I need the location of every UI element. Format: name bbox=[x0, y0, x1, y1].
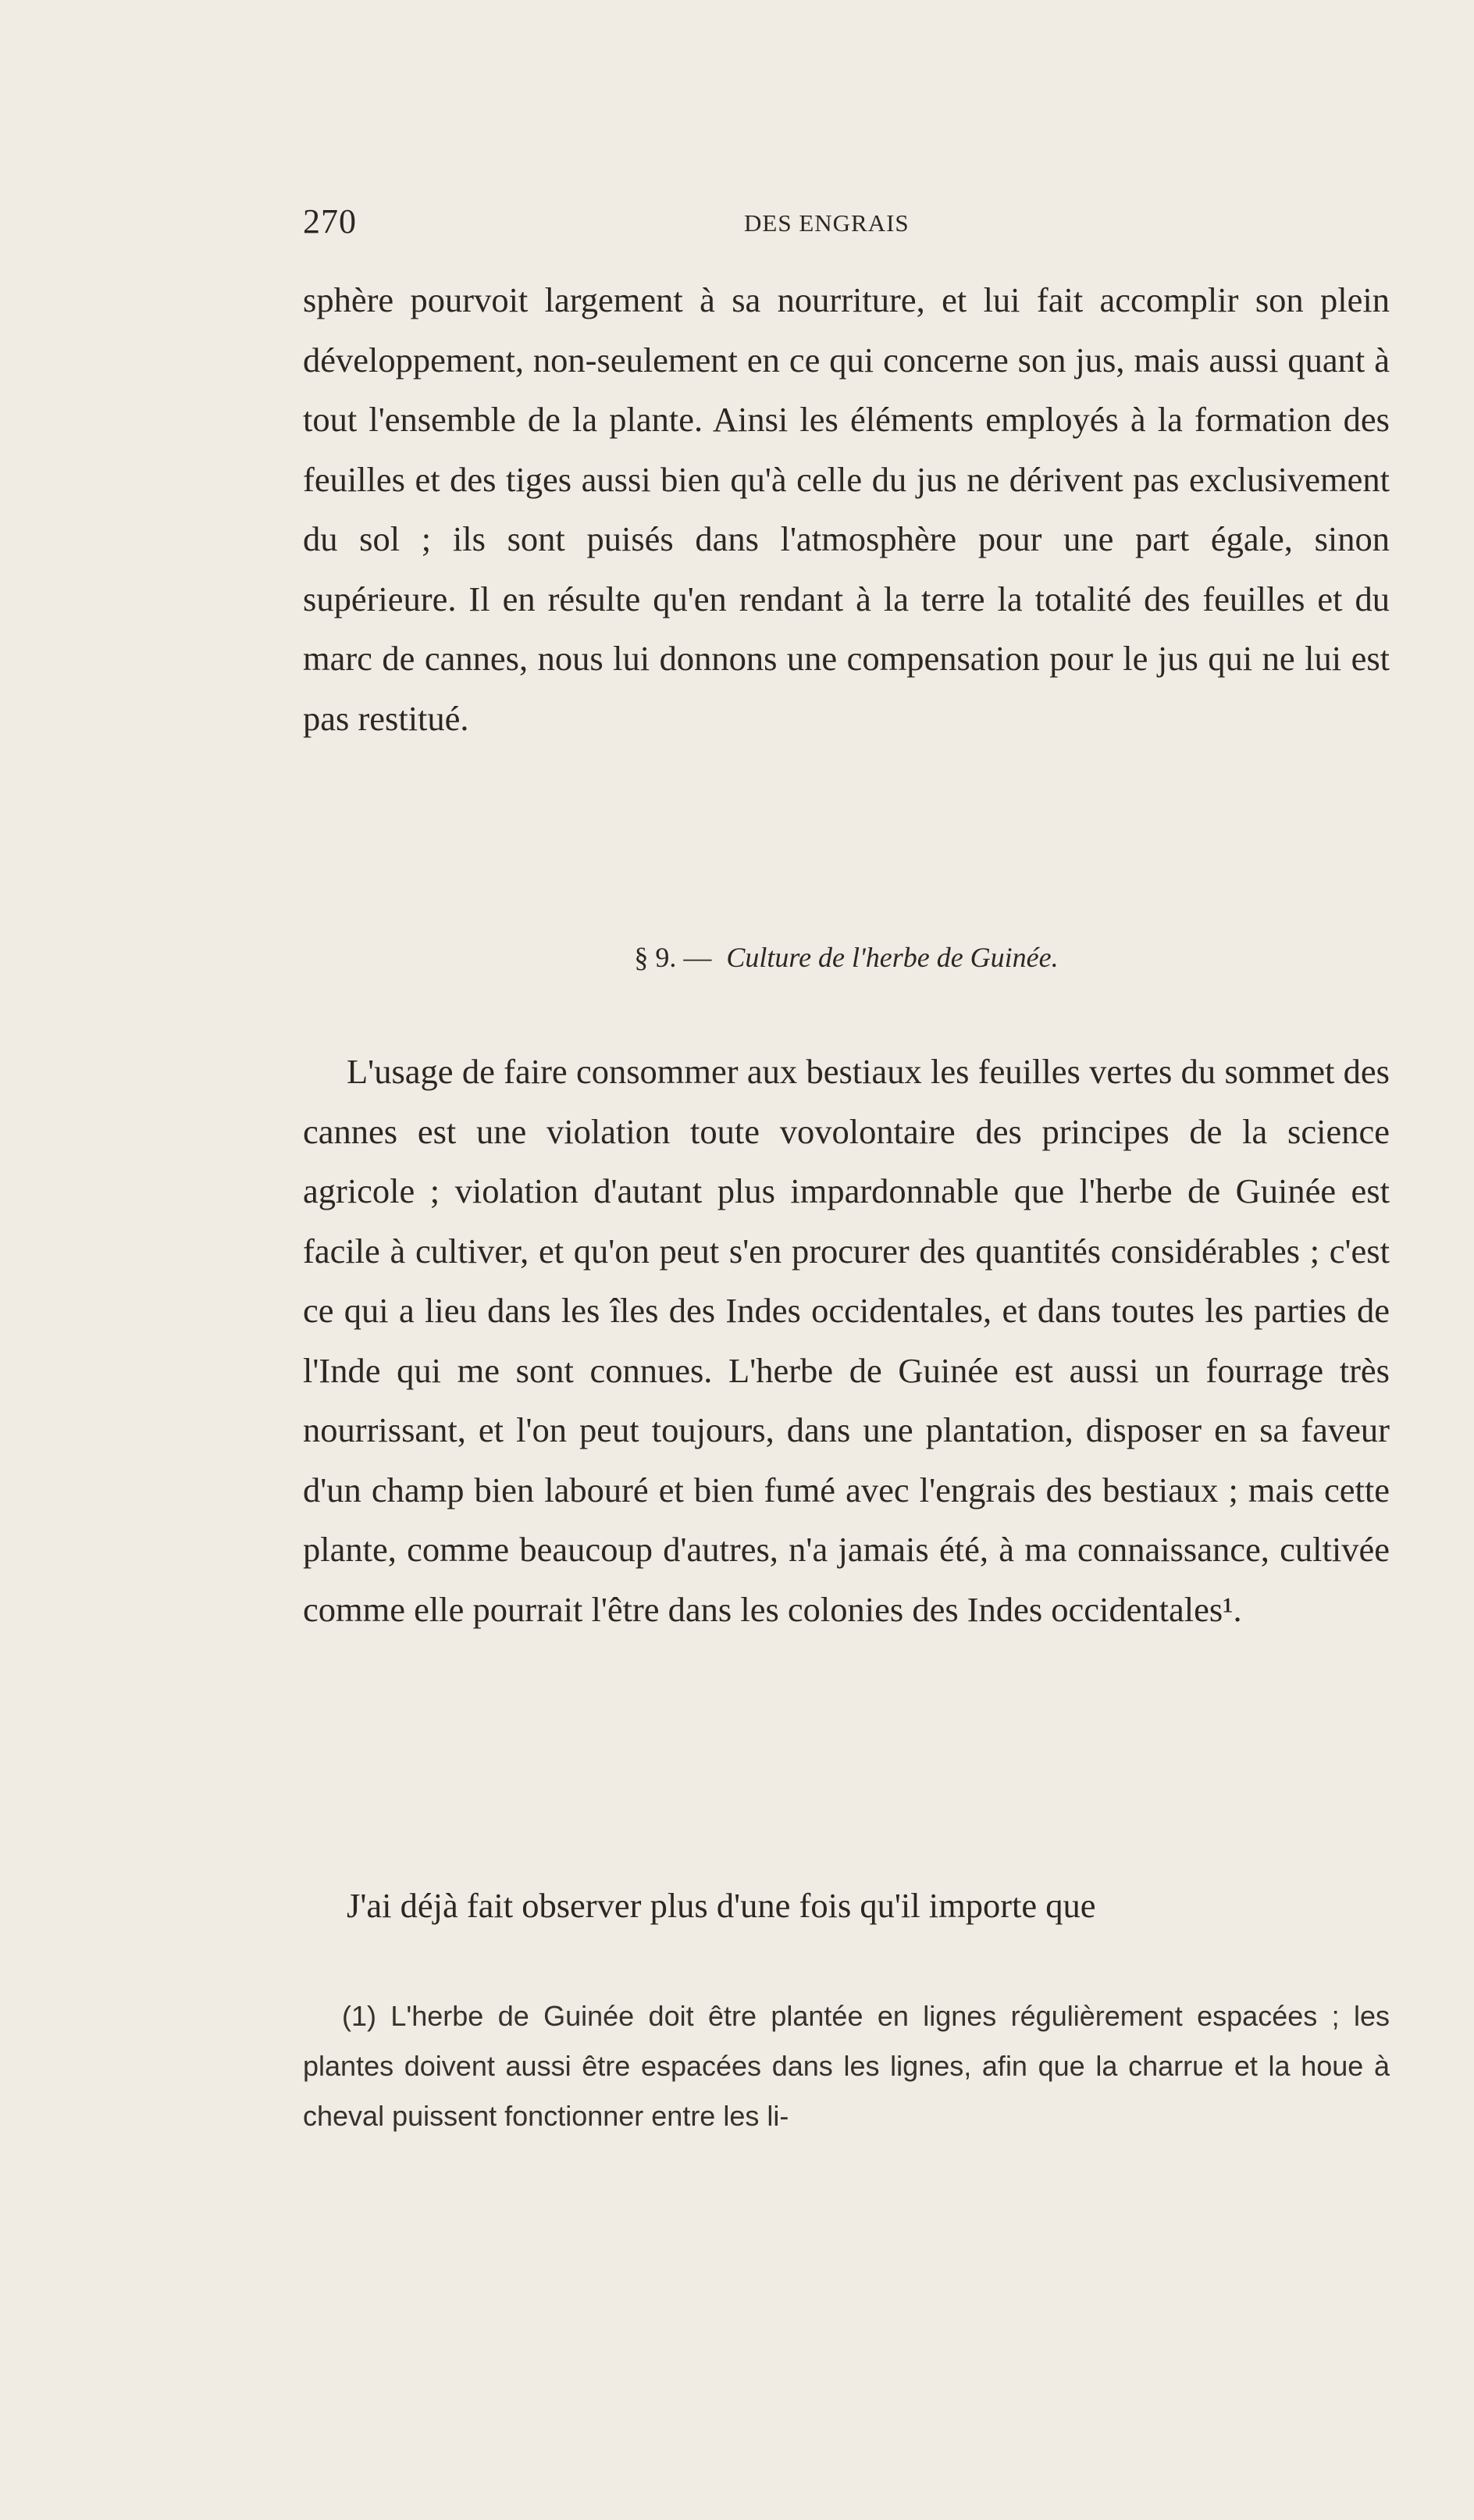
paragraph-closing: J'ai déjà fait observer plus d'une fois qu'il importe que bbox=[347, 1886, 1096, 1925]
paragraph-guinea-grass: L'usage de faire consommer aux bestiaux les feuilles vertes du sommet des cannes est une violation toute vovolontaire des principes de la science agricole ; violation d'autant plus impardonnable que l'herbe de Guinée est facile à cultiver, et qu'on peut s'en procurer des quantités considérables ; c'est ce qui a lieu dans les îles des Indes occidentales, et dans toutes les parties de l'Inde qui me sont connues. L'herbe de Guinée est aussi un fourrage très nourrissant, et l'on peut toujours, dans une plantation, disposer en sa faveur d'un champ bien labouré et bien fumé avec l'engrais des bestiaux ; mais cette plante, comme beaucoup d'autres, n'a jamais été, à ma connaissance, cultivée comme elle pourrait l'être dans les colonies des Indes occidentales¹. bbox=[303, 1052, 1390, 1629]
section-number: § 9. — bbox=[634, 942, 712, 973]
section-heading bbox=[303, 941, 1390, 974]
page-header bbox=[303, 201, 1390, 241]
section-title: Culture de l'herbe de Guinée. bbox=[726, 942, 1059, 973]
footnote: (1) L'herbe de Guinée doit être plantée en lignes régulièrement espacées ; les plantes doivent aussi être espacées dans les lignes, afin que la charrue et la houe à cheval puissent fonctionner entre les li- bbox=[303, 2000, 1390, 2132]
paragraph-continuation: sphère pourvoit largement à sa nourriture, et lui fait accomplir son plein développement, non-seulement en ce qui concerne son jus, mais aussi quant à tout l'ensemble de la plante. Ainsi les éléments employés à la formation des feuilles et des tiges aussi bien qu'à celle du jus ne dérivent pas exclusivement du sol ; ils sont puisés dans l'atmosphère pour une part égale, sinon supérieure. Il en résulte qu'en rendant à la terre la totalité des feuilles et du marc de cannes, nous lui donnons une compensation pour le jus qui ne lui est pas restitué. bbox=[303, 280, 1390, 738]
page-number: 270 bbox=[303, 202, 357, 241]
running-head: DES ENGRAIS bbox=[744, 209, 910, 237]
